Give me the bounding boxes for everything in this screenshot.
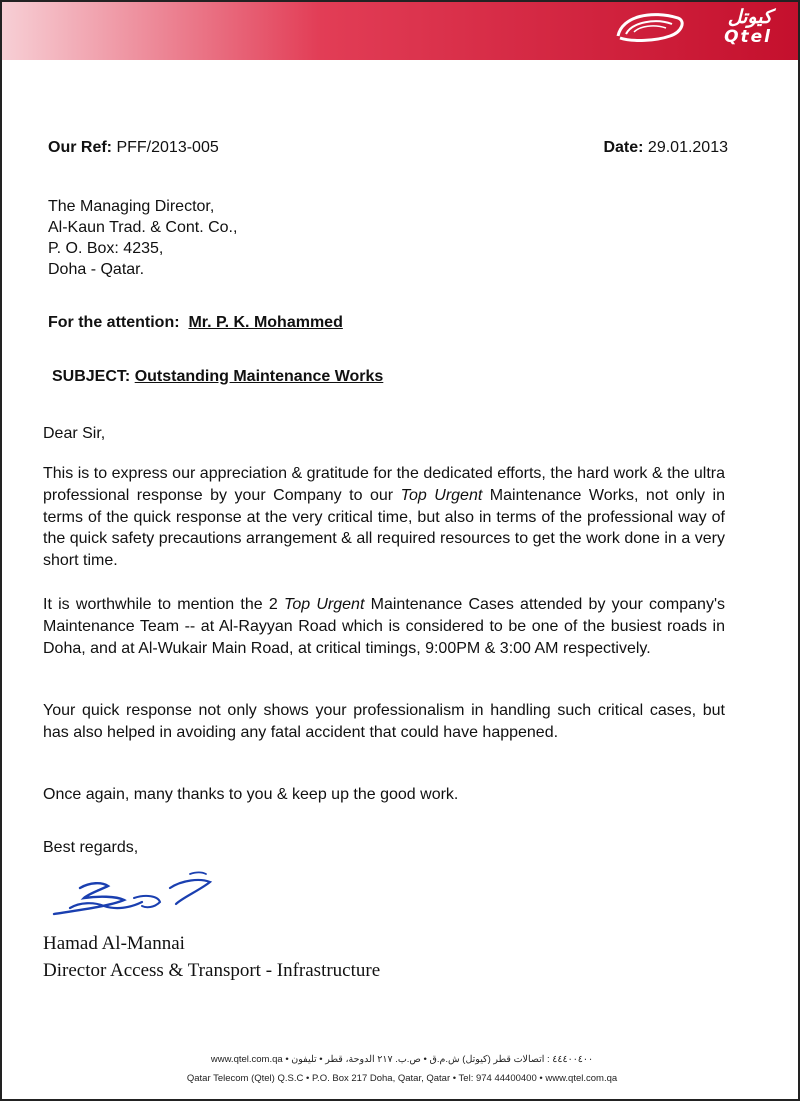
date-line bbox=[603, 137, 728, 159]
signatory-title: Director Access & Transport - Infrastructure bbox=[43, 960, 381, 981]
address-line: Al-Kaun Trad. & Cont. Co., bbox=[48, 219, 238, 236]
emphasis-text: Top Urgent bbox=[400, 486, 483, 504]
recipient-address bbox=[48, 196, 237, 280]
signature-icon bbox=[50, 868, 220, 930]
date-value: 29.01.2013 bbox=[647, 139, 728, 156]
subject-value: Outstanding Maintenance Works bbox=[134, 368, 384, 385]
signatory-name: Hamad Al-Mannai bbox=[43, 933, 185, 954]
closing-line: Best regards, bbox=[43, 839, 139, 856]
paragraph-text: This is to express our appreciation & gratitude for the dedicated efforts, the hard work & the ultra professional response by your Company to our bbox=[43, 465, 725, 504]
body-paragraph-4: Once again, many thanks to you & keep up the good work. bbox=[43, 786, 459, 803]
paragraph-text: Maintenance Works, not only in terms of the quick response at the very critical time, but also in terms of the professional way of the quick safety precautions arrangement & all required resources to get the work done in a very short time. bbox=[43, 486, 726, 570]
qtel-logo bbox=[612, 6, 772, 54]
subject-line bbox=[52, 366, 383, 388]
address-line: P. O. Box: 4235, bbox=[48, 240, 164, 257]
reference-line bbox=[48, 137, 219, 159]
subject-label: SUBJECT: bbox=[52, 368, 131, 385]
letterhead-banner bbox=[2, 2, 798, 60]
attention-name: Mr. P. K. Mohammed bbox=[188, 314, 343, 331]
address-line: Doha - Qatar. bbox=[48, 261, 145, 278]
logo-arabic-text: كيوتل bbox=[727, 6, 772, 28]
qtel-swoosh-icon bbox=[612, 6, 692, 54]
attention-line bbox=[48, 312, 343, 334]
paragraph-text: Maintenance Cases attended by your company's Maintenance Team -- at Al-Rayyan Road which is considered to be one of the busiest roads in Doha, and at Al-Wukair Main Road, at critical timings, 9:00PM & 3:00 AM respectively. bbox=[43, 596, 725, 657]
reference-label: Our Ref: bbox=[48, 139, 112, 156]
paragraph-text: It is worthwhile to mention the 2 bbox=[43, 596, 285, 613]
attention-label: For the attention: bbox=[48, 314, 180, 331]
address-line: The Managing Director, bbox=[48, 198, 215, 215]
body-paragraph-3: Your quick response not only shows your professionalism in handling such critical cases, but has also helped in avoiding any fatal accident that could have happened. bbox=[43, 702, 725, 741]
emphasis-text: Top Urgent bbox=[284, 596, 365, 613]
reference-value: PFF/2013-005 bbox=[116, 139, 219, 156]
logo-latin-text: Qtel bbox=[724, 27, 772, 47]
body-paragraph-1 bbox=[43, 463, 725, 572]
footer-arabic-line: www.qtel.com.qa • ٤٤٤٠٠٤٠٠ : اتصالات قطر (كيوتل) ش.م.ق • ص.ب. ٢١٧ الدوحة، قطر • تليفون bbox=[210, 1054, 594, 1065]
salutation: Dear Sir, bbox=[43, 425, 106, 442]
date-label: Date: bbox=[603, 139, 644, 156]
footer-english-line: Qatar Telecom (Qtel) Q.S.C • P.O. Box 217 Doha, Qatar, Qatar • Tel: 974 44400400 • www.qtel.com.qa bbox=[186, 1073, 618, 1084]
body-paragraph-2 bbox=[43, 594, 725, 659]
